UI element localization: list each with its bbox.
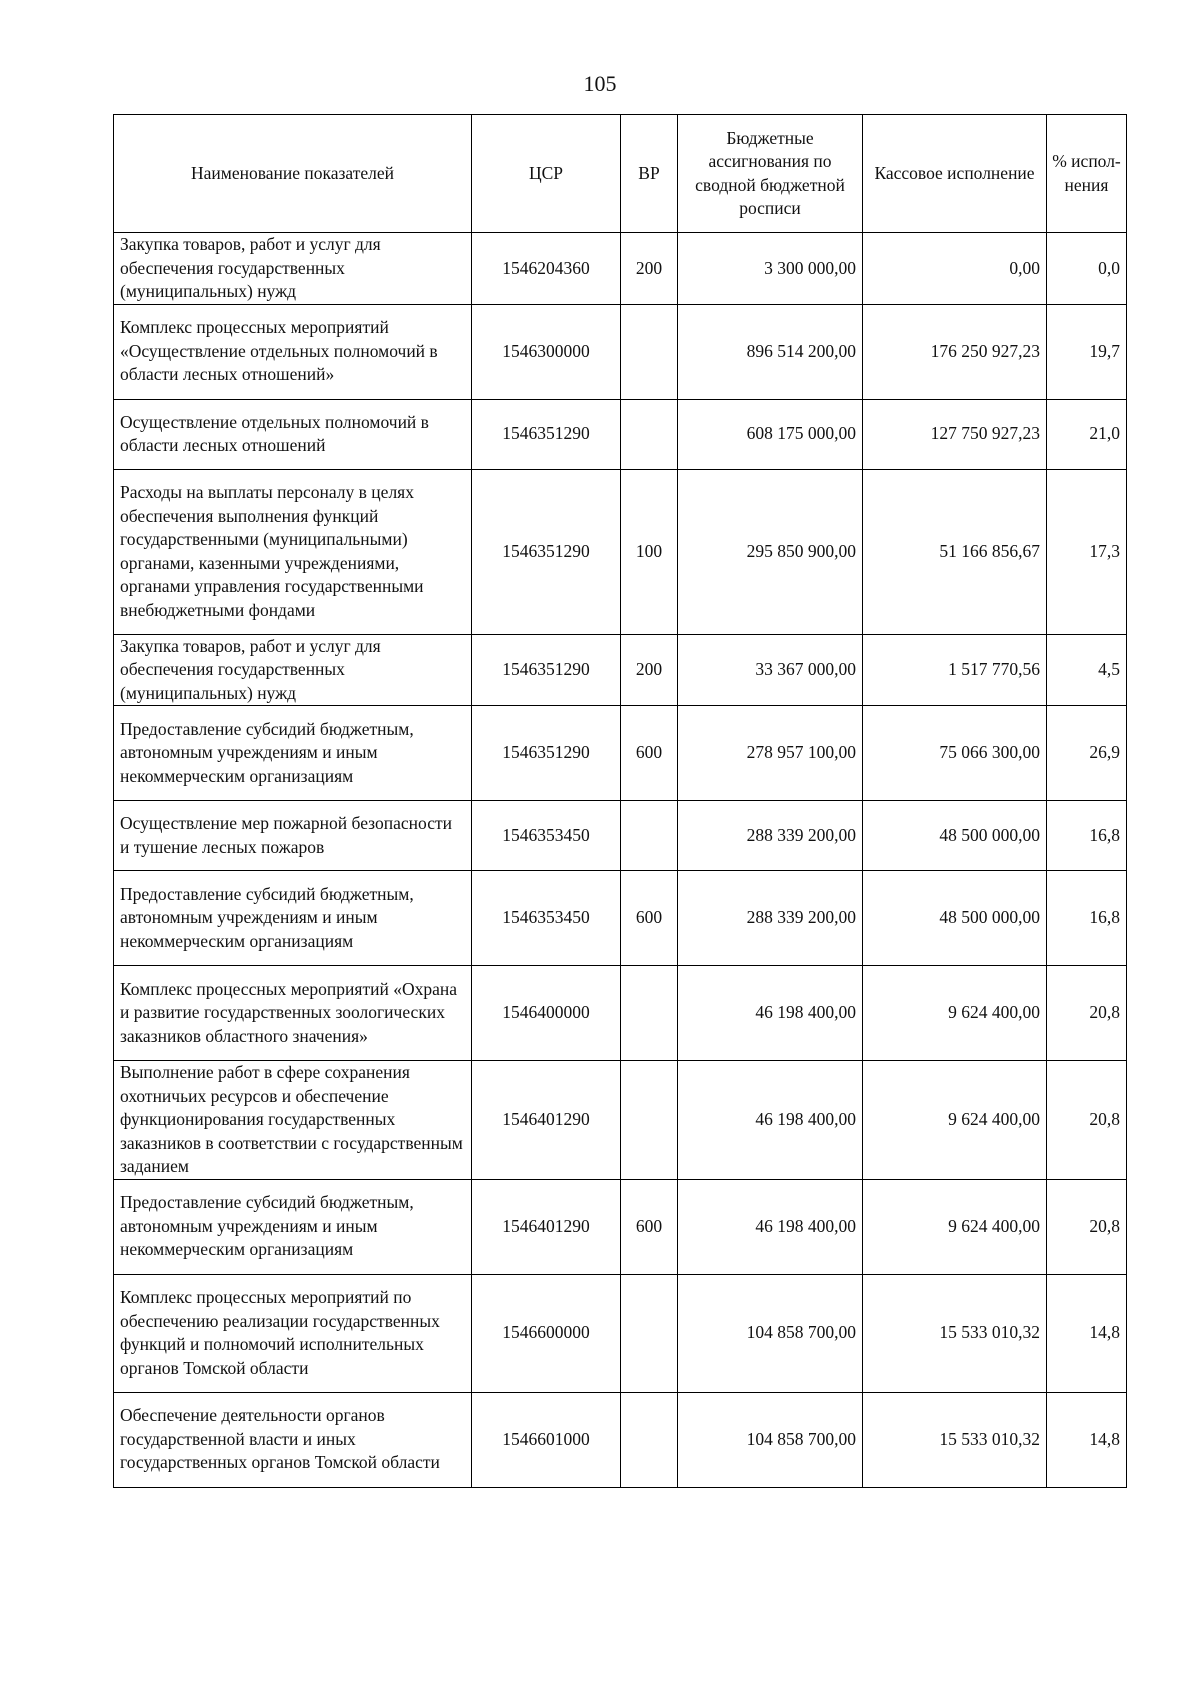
cell-percent: 16,8 bbox=[1047, 801, 1127, 871]
cell-name: Предоставление субсидий бюджетным, автономным учреждениям и иным некоммерческим организациям bbox=[114, 871, 472, 966]
cell-csr: 1546400000 bbox=[472, 966, 621, 1061]
table-row bbox=[114, 634, 1127, 706]
cell-vr bbox=[621, 1061, 678, 1180]
table-row bbox=[114, 706, 1127, 801]
cell-name: Комплекс процессных мероприятий «Осуществление отдельных полномочий в области лесных отношений» bbox=[114, 304, 472, 399]
cell-assignments: 46 198 400,00 bbox=[678, 1061, 863, 1180]
cell-name: Комплекс процессных мероприятий по обеспечению реализации государственных функций и полномочий исполнительных органов Томской области bbox=[114, 1274, 472, 1392]
cell-percent: 16,8 bbox=[1047, 871, 1127, 966]
cell-csr: 1546401290 bbox=[472, 1179, 621, 1274]
header-assignments: Бюджетные ассигнования по сводной бюджетной росписи bbox=[678, 115, 863, 233]
cell-cash: 15 533 010,32 bbox=[863, 1392, 1047, 1487]
cell-vr bbox=[621, 1392, 678, 1487]
cell-percent: 21,0 bbox=[1047, 399, 1127, 469]
table-row bbox=[114, 1274, 1127, 1392]
cell-assignments: 104 858 700,00 bbox=[678, 1274, 863, 1392]
cell-percent: 20,8 bbox=[1047, 1061, 1127, 1180]
cell-assignments: 33 367 000,00 bbox=[678, 634, 863, 706]
cell-cash: 127 750 927,23 bbox=[863, 399, 1047, 469]
cell-csr: 1546353450 bbox=[472, 801, 621, 871]
cell-cash: 9 624 400,00 bbox=[863, 966, 1047, 1061]
table-row bbox=[114, 469, 1127, 634]
header-percent: % испол-нения bbox=[1047, 115, 1127, 233]
cell-csr: 1546353450 bbox=[472, 871, 621, 966]
table-row bbox=[114, 1179, 1127, 1274]
cell-name: Выполнение работ в сфере сохранения охотничьих ресурсов и обеспечение функционирования государственных заказников в соответствии с государственным заданием bbox=[114, 1061, 472, 1180]
cell-name: Осуществление мер пожарной безопасности и тушение лесных пожаров bbox=[114, 801, 472, 871]
cell-csr: 1546351290 bbox=[472, 469, 621, 634]
cell-percent: 17,3 bbox=[1047, 469, 1127, 634]
cell-name: Закупка товаров, работ и услуг для обеспечения государственных (муниципальных) нужд bbox=[114, 634, 472, 706]
cell-vr: 200 bbox=[621, 233, 678, 305]
header-name: Наименование показателей bbox=[114, 115, 472, 233]
cell-cash: 51 166 856,67 bbox=[863, 469, 1047, 634]
table-row bbox=[114, 304, 1127, 399]
cell-assignments: 3 300 000,00 bbox=[678, 233, 863, 305]
table-row bbox=[114, 1392, 1127, 1487]
cell-assignments: 278 957 100,00 bbox=[678, 706, 863, 801]
cell-name: Обеспечение деятельности органов государственной власти и иных государственных органов Томской области bbox=[114, 1392, 472, 1487]
cell-name: Осуществление отдельных полномочий в области лесных отношений bbox=[114, 399, 472, 469]
cell-name: Расходы на выплаты персоналу в целях обеспечения выполнения функций государственными (муниципальными) органами, казенными учреждениями, органами управления государственными внебюджетными фондами bbox=[114, 469, 472, 634]
cell-cash: 75 066 300,00 bbox=[863, 706, 1047, 801]
cell-cash: 48 500 000,00 bbox=[863, 871, 1047, 966]
table-body bbox=[114, 233, 1127, 1488]
table-row bbox=[114, 801, 1127, 871]
cell-percent: 14,8 bbox=[1047, 1392, 1127, 1487]
cell-percent: 20,8 bbox=[1047, 966, 1127, 1061]
cell-csr: 1546351290 bbox=[472, 706, 621, 801]
cell-cash: 0,00 bbox=[863, 233, 1047, 305]
cell-percent: 4,5 bbox=[1047, 634, 1127, 706]
cell-name: Предоставление субсидий бюджетным, автономным учреждениям и иным некоммерческим организациям bbox=[114, 706, 472, 801]
table-header-row bbox=[114, 115, 1127, 233]
table-row bbox=[114, 1061, 1127, 1180]
cell-csr: 1546300000 bbox=[472, 304, 621, 399]
cell-cash: 48 500 000,00 bbox=[863, 801, 1047, 871]
page-number: 105 bbox=[583, 71, 617, 96]
cell-cash: 1 517 770,56 bbox=[863, 634, 1047, 706]
cell-vr: 200 bbox=[621, 634, 678, 706]
cell-name: Комплекс процессных мероприятий «Охрана и развитие государственных зоологических заказников областного значения» bbox=[114, 966, 472, 1061]
cell-cash: 9 624 400,00 bbox=[863, 1179, 1047, 1274]
cell-percent: 26,9 bbox=[1047, 706, 1127, 801]
cell-percent: 0,0 bbox=[1047, 233, 1127, 305]
cell-cash: 9 624 400,00 bbox=[863, 1061, 1047, 1180]
cell-vr: 600 bbox=[621, 871, 678, 966]
cell-percent: 20,8 bbox=[1047, 1179, 1127, 1274]
cell-name: Предоставление субсидий бюджетным, автономным учреждениям и иным некоммерческим организациям bbox=[114, 1179, 472, 1274]
cell-percent: 14,8 bbox=[1047, 1274, 1127, 1392]
table-row bbox=[114, 399, 1127, 469]
cell-csr: 1546600000 bbox=[472, 1274, 621, 1392]
cell-vr: 100 bbox=[621, 469, 678, 634]
cell-vr bbox=[621, 966, 678, 1061]
cell-cash: 176 250 927,23 bbox=[863, 304, 1047, 399]
cell-percent: 19,7 bbox=[1047, 304, 1127, 399]
header-cash: Кассовое исполнение bbox=[863, 115, 1047, 233]
cell-cash: 15 533 010,32 bbox=[863, 1274, 1047, 1392]
cell-csr: 1546601000 bbox=[472, 1392, 621, 1487]
cell-vr bbox=[621, 399, 678, 469]
cell-vr bbox=[621, 801, 678, 871]
table-row bbox=[114, 233, 1127, 305]
cell-assignments: 46 198 400,00 bbox=[678, 1179, 863, 1274]
cell-vr bbox=[621, 304, 678, 399]
header-csr: ЦСР bbox=[472, 115, 621, 233]
cell-assignments: 288 339 200,00 bbox=[678, 801, 863, 871]
cell-assignments: 288 339 200,00 bbox=[678, 871, 863, 966]
header-vr: ВР bbox=[621, 115, 678, 233]
cell-assignments: 608 175 000,00 bbox=[678, 399, 863, 469]
cell-assignments: 46 198 400,00 bbox=[678, 966, 863, 1061]
cell-vr: 600 bbox=[621, 706, 678, 801]
cell-vr: 600 bbox=[621, 1179, 678, 1274]
cell-name: Закупка товаров, работ и услуг для обеспечения государственных (муниципальных) нужд bbox=[114, 233, 472, 305]
cell-csr: 1546351290 bbox=[472, 399, 621, 469]
cell-csr: 1546401290 bbox=[472, 1061, 621, 1180]
cell-assignments: 104 858 700,00 bbox=[678, 1392, 863, 1487]
budget-execution-table bbox=[113, 114, 1127, 1488]
cell-assignments: 896 514 200,00 bbox=[678, 304, 863, 399]
cell-csr: 1546351290 bbox=[472, 634, 621, 706]
table-row bbox=[114, 871, 1127, 966]
cell-vr bbox=[621, 1274, 678, 1392]
table-row bbox=[114, 966, 1127, 1061]
cell-csr: 1546204360 bbox=[472, 233, 621, 305]
cell-assignments: 295 850 900,00 bbox=[678, 469, 863, 634]
